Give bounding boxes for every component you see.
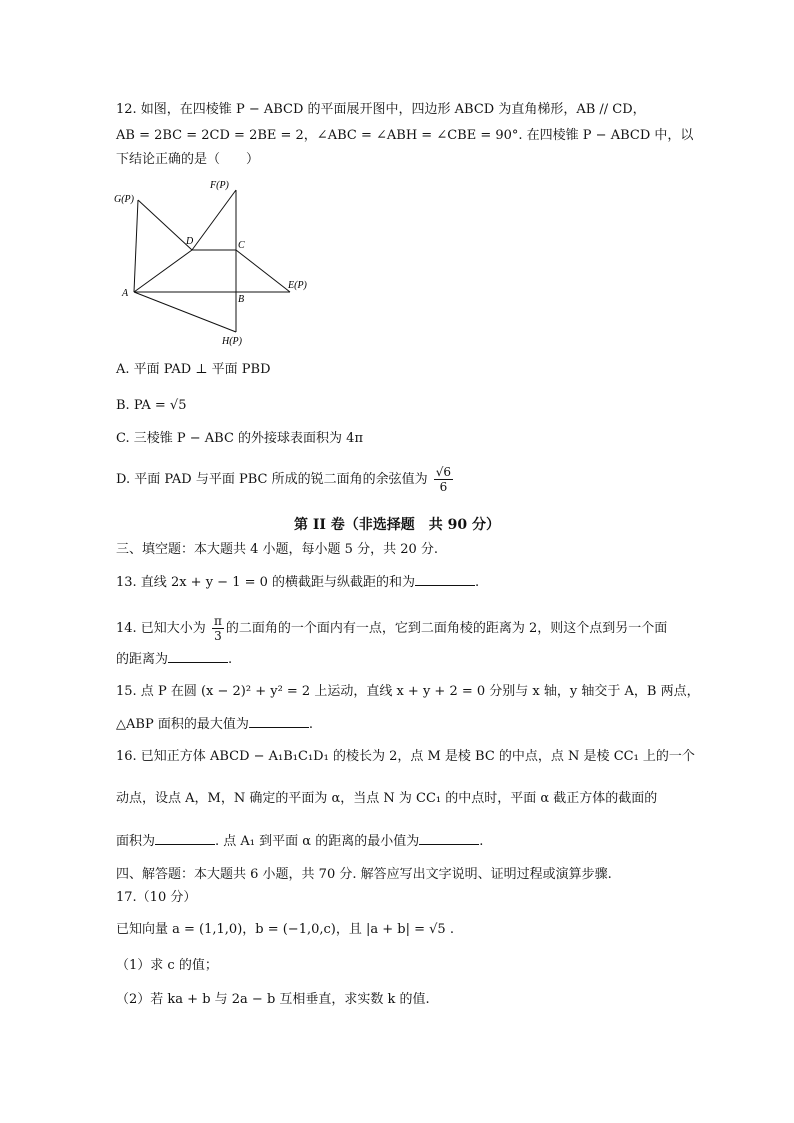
q12-option-c: C. 三棱锥 P − ABC 的外接球表面积为 4π [116, 431, 363, 446]
q12-line-3: 下结论正确的是（ ） [116, 152, 260, 167]
q17-line-1: 已知向量 a = (1,1,0)，b = (−1,0,c)，且 |a + b| = √5 . [116, 922, 454, 937]
q16-line-3-text-b: . 点 A₁ 到平面 α 的距离的最小值为 [215, 834, 420, 849]
fraction-numerator: √6 [435, 465, 452, 479]
q12-option-b: B. PA = √5 [116, 398, 187, 413]
q14-line-2-text: 的距离为 [116, 652, 169, 667]
q12-option-d [116, 465, 455, 494]
q13 [116, 573, 479, 592]
fraction-denominator: 6 [439, 480, 448, 494]
answer-blank [155, 832, 215, 845]
label-H: H(P) [222, 336, 242, 347]
q12-figure [110, 178, 320, 350]
label-A: A [122, 288, 129, 299]
q17-part-1: （1）求 c 的值； [116, 958, 218, 973]
label-F: F(P) [210, 180, 229, 191]
q12-line-1: 12. 如图，在四棱锥 P − ABCD 的平面展开图中，四边形 ABCD 为直角梯形，AB // CD， [116, 102, 646, 117]
q14-line-1 [116, 614, 667, 643]
q16-end: . [479, 834, 484, 849]
q16-line-1: 16. 已知正方体 ABCD − A₁B₁C₁D₁ 的棱长为 2，点 M 是棱 BC 的中点，点 N 是棱 CC₁ 上的一个 [116, 749, 695, 764]
q16-line-3 [116, 832, 483, 851]
q14-text-pre: 14. 已知大小为 [116, 621, 206, 636]
answer-blank [419, 832, 479, 845]
q13-end: . [475, 575, 480, 590]
q14-text-post: 的二面角的一个面内有一点，它到二面角棱的距离为 2，则这个点到另一个面 [225, 621, 668, 636]
answer-blank [415, 573, 475, 586]
fraction-numerator: π [213, 614, 222, 628]
q15-line-2-text: △ABP 面积的最大值为 [116, 717, 249, 732]
q14-line-2 [116, 650, 232, 669]
q12-option-a: A. 平面 PAD ⊥ 平面 PBD [116, 362, 271, 377]
fraction-denominator: 3 [214, 629, 222, 643]
label-E: E(P) [288, 280, 307, 291]
q15-line-2 [116, 715, 313, 734]
section-4-heading: 四、解答题：本大题共 6 小题，共 70 分. 解答应写出文字说明、证明过程或演算步骤. [116, 867, 612, 882]
q17-part-2: （2）若 ka + b 与 2a − b 互相垂直，求实数 k 的值. [116, 992, 430, 1007]
section-3-heading: 三、填空题：本大题共 4 小题，每小题 5 分，共 20 分. [116, 542, 439, 557]
label-D: D [186, 236, 194, 247]
q15-line-1: 15. 点 P 在圆 (x − 2)² + y² = 2 上运动，直线 x + y + 2 = 0 分别与 x 轴，y 轴交于 A，B 两点， [116, 684, 700, 699]
q12-option-d-text: D. 平面 PAD 与平面 PBC 所成的锐二面角的余弦值为 [116, 472, 428, 487]
q12-line-2: AB = 2BC = 2CD = 2BE = 2，∠ABC = ∠ABH = ∠CBE = 90°. 在四棱锥 P − ABCD 中，以 [116, 128, 694, 143]
q13-text: 13. 直线 2x + y − 1 = 0 的横截距与纵截距的和为 [116, 575, 416, 590]
label-G: G(P) [114, 194, 134, 205]
q14-fraction [212, 614, 224, 643]
q16-line-3-text-a: 面积为 [116, 834, 156, 849]
answer-blank [249, 715, 309, 728]
q16-line-2: 动点，设点 A，M，N 确定的平面为 α，当点 N 为 CC₁ 的中点时，平面 α 截正方体的截面的 [116, 791, 658, 806]
part2-title: 第 II 卷（非选择题 共 90 分） [293, 517, 501, 533]
answer-blank [168, 650, 228, 663]
label-B: B [238, 294, 245, 305]
q17-heading: 17.（10 分） [116, 890, 197, 905]
q15-end: . [308, 717, 313, 732]
label-C: C [238, 240, 245, 251]
q14-end: . [228, 652, 233, 667]
q12-option-d-fraction [434, 465, 453, 494]
